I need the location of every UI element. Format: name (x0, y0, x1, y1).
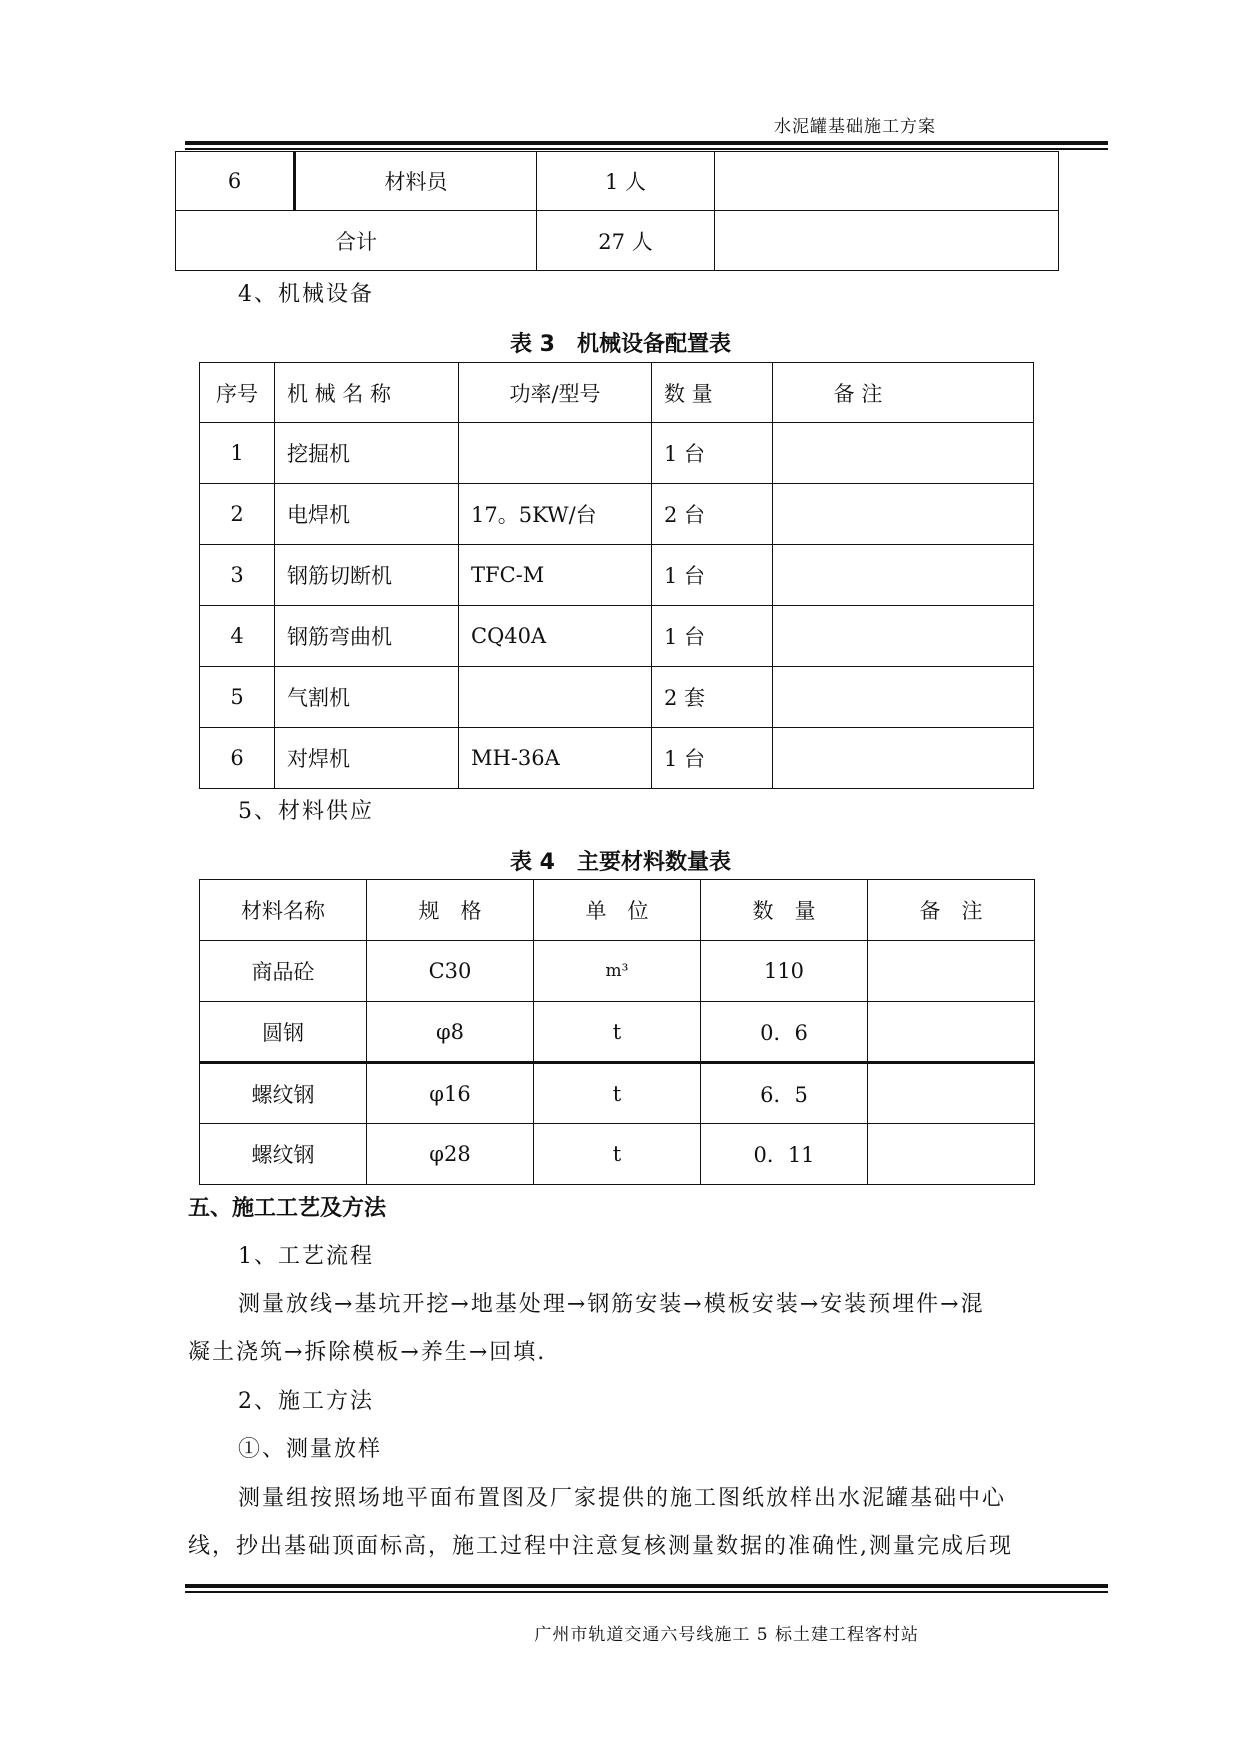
table-row (200, 667, 1034, 728)
footer-rule (185, 1584, 1108, 1588)
staff-count: 1 人 (537, 152, 715, 211)
cell-material: 螺纹钢 (200, 1063, 367, 1124)
header-cell: 备 注 (773, 363, 1034, 423)
cell-no: 2 (200, 484, 275, 545)
subheading-methods: 2、施工方法 (238, 1389, 374, 1414)
cell-note (868, 1063, 1035, 1124)
cell-model (459, 423, 652, 484)
page-header-title: 水泥罐基础施工方案 (774, 117, 936, 137)
table-row (200, 545, 1034, 606)
cell-material: 圆钢 (200, 1002, 367, 1063)
header-cell: 数 量 (701, 880, 868, 941)
table-row (200, 423, 1034, 484)
table-header-row (200, 363, 1034, 423)
cell-note (773, 606, 1034, 667)
table-row (176, 152, 1059, 211)
staff-total-note (715, 211, 1059, 271)
header-cell: 规 格 (367, 880, 534, 941)
cell-qty: 2 台 (652, 484, 773, 545)
table-row (200, 728, 1034, 789)
cell-spec: φ8 (367, 1002, 534, 1063)
cell-name: 对焊机 (275, 728, 459, 789)
cell-name: 钢筋弯曲机 (275, 606, 459, 667)
cell-no: 5 (200, 667, 275, 728)
header-cell: 材料名称 (200, 880, 367, 941)
staff-note (715, 152, 1059, 211)
cell-no: 3 (200, 545, 275, 606)
cell-name: 挖掘机 (275, 423, 459, 484)
cell-name: 气割机 (275, 667, 459, 728)
cell-no: 6 (200, 728, 275, 789)
table-row-total (176, 211, 1059, 271)
staff-role: 材料员 (295, 152, 537, 211)
flow-line-1: 测量放线→基坑开挖→地基处理→钢筋安装→模板安装→安装预埋件→混 (238, 1292, 985, 1317)
staff-table (175, 151, 1059, 271)
cell-model (459, 667, 652, 728)
cell-qty: 110 (701, 941, 868, 1002)
cell-model: CQ40A (459, 606, 652, 667)
section-heading-machinery: 4、机械设备 (238, 282, 374, 307)
footer-rule-thin (185, 1591, 1108, 1593)
table-row (200, 1124, 1035, 1185)
cell-spec: C30 (367, 941, 534, 1002)
table4-caption: 表 4 主要材料数量表 (510, 850, 731, 875)
chapter-heading: 五、施工工艺及方法 (188, 1196, 387, 1221)
header-rule (185, 141, 1108, 145)
cell-note (773, 728, 1034, 789)
table-row (200, 1002, 1035, 1063)
header-cell: 数 量 (652, 363, 773, 423)
cell-unit: t (534, 1063, 701, 1124)
cell-unit: m³ (534, 941, 701, 1002)
paragraph-line-1: 测量组按照场地平面布置图及厂家提供的施工图纸放样出水泥罐基础中心 (238, 1486, 1007, 1511)
cell-no: 4 (200, 606, 275, 667)
cell-unit: t (534, 1124, 701, 1185)
cell-name: 钢筋切断机 (275, 545, 459, 606)
table-row (200, 484, 1034, 545)
header-cell: 序号 (200, 363, 275, 423)
page-footer-text: 广州市轨道交通六号线施工 5 标土建工程客村站 (534, 1625, 919, 1645)
cell-qty: 6．5 (701, 1063, 868, 1124)
staff-total-count: 27 人 (537, 211, 715, 271)
cell-material: 螺纹钢 (200, 1124, 367, 1185)
cell-note (868, 941, 1035, 1002)
table-row (200, 941, 1035, 1002)
cell-no: 1 (200, 423, 275, 484)
cell-qty: 0．6 (701, 1002, 868, 1063)
cell-note (773, 423, 1034, 484)
cell-unit: t (534, 1002, 701, 1063)
cell-qty: 2 套 (652, 667, 773, 728)
header-rule-thin (185, 148, 1108, 150)
header-cell: 备 注 (868, 880, 1035, 941)
header-cell: 机 械 名 称 (275, 363, 459, 423)
cell-qty: 1 台 (652, 728, 773, 789)
machinery-table (199, 362, 1034, 789)
cell-model: TFC-M (459, 545, 652, 606)
cell-material: 商品砼 (200, 941, 367, 1002)
staff-no: 6 (176, 152, 295, 211)
table-row (200, 606, 1034, 667)
table3-caption: 表 3 机械设备配置表 (510, 332, 731, 357)
cell-note (868, 1124, 1035, 1185)
cell-spec: φ28 (367, 1124, 534, 1185)
flow-line-2: 凝土浇筑→拆除模板→养生→回填. (188, 1340, 547, 1365)
section-heading-materials: 5、材料供应 (238, 799, 374, 824)
cell-note (868, 1002, 1035, 1063)
cell-qty: 1 台 (652, 545, 773, 606)
cell-name: 电焊机 (275, 484, 459, 545)
paragraph-line-2: 线，抄出基础顶面标高，施工过程中注意复核测量数据的准确性,测量完成后现 (188, 1534, 1013, 1559)
header-cell: 单 位 (534, 880, 701, 941)
subheading-process: 1、工艺流程 (238, 1244, 374, 1269)
subheading-survey: ①、测量放样 (238, 1437, 383, 1462)
cell-note (773, 545, 1034, 606)
cell-model: MH-36A (459, 728, 652, 789)
table-header-row (200, 880, 1035, 941)
cell-qty: 1 台 (652, 606, 773, 667)
cell-spec: φ16 (367, 1063, 534, 1124)
cell-model: 17。5KW/台 (459, 484, 652, 545)
cell-qty: 1 台 (652, 423, 773, 484)
cell-qty: 0．11 (701, 1124, 868, 1185)
cell-note (773, 484, 1034, 545)
staff-total-label: 合计 (176, 211, 537, 271)
cell-note (773, 667, 1034, 728)
header-cell: 功率/型号 (459, 363, 652, 423)
table-row (200, 1063, 1035, 1124)
materials-table (199, 879, 1035, 1185)
